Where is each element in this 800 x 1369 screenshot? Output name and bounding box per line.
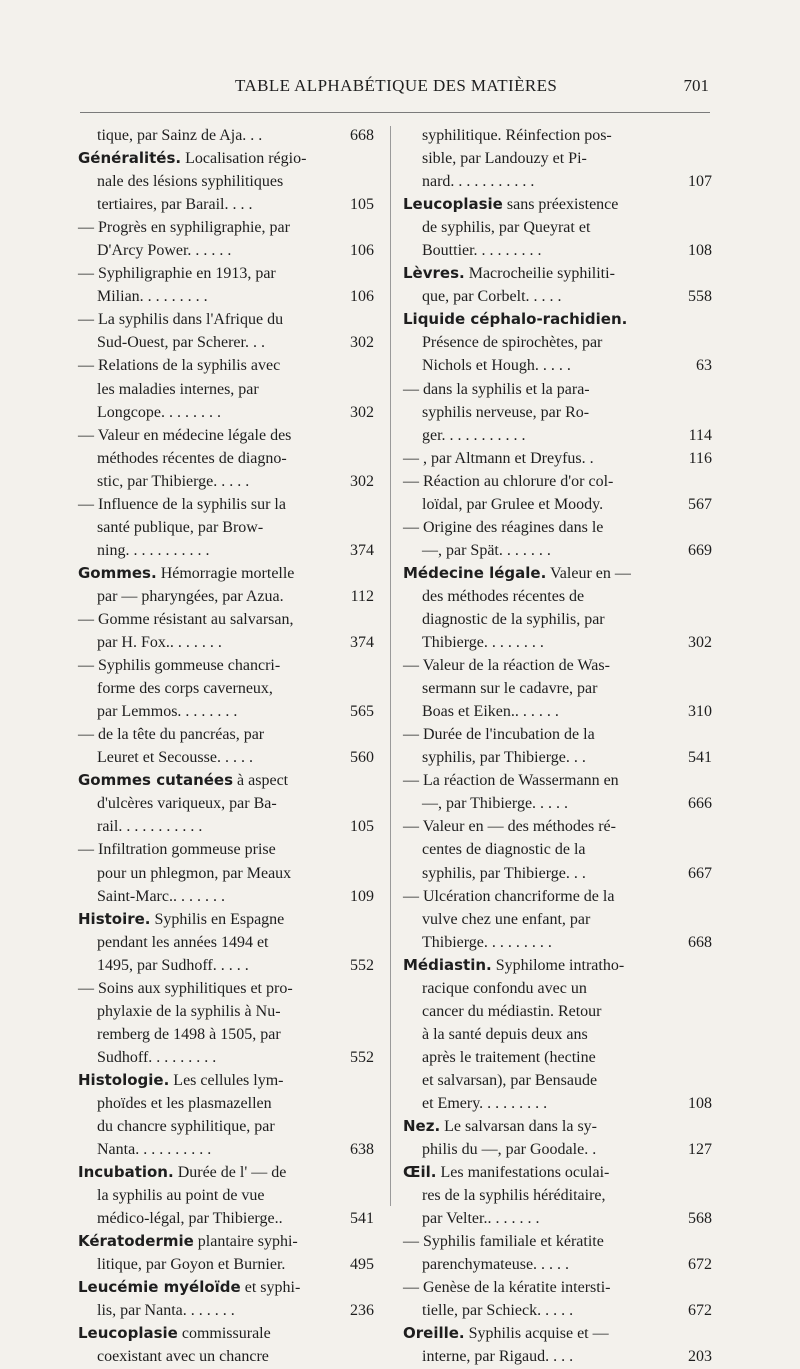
index-entry-text: philis du —, par Goodale. . (422, 1141, 597, 1159)
page-reference: 112 (350, 587, 374, 605)
index-entry-text: des méthodes récentes de (422, 587, 585, 605)
index-line (78, 677, 346, 700)
index-entry-text: Lèvres. Macrocheilie syphiliti- (403, 264, 615, 283)
index-line (78, 447, 346, 470)
page-reference: 105 (350, 818, 374, 836)
index-entry-text: par H. Fox.. . . . . . . (97, 634, 222, 652)
index-entry-text: Leuret et Secousse. . . . . (97, 749, 253, 767)
index-entry-text: Thibierge. . . . . . . . (422, 634, 544, 652)
index-entry-text: les maladies internes, par (97, 380, 259, 398)
index-line (403, 262, 671, 285)
index-line (78, 954, 374, 977)
index-line (78, 308, 346, 331)
index-entry-text: — Origine des réagines dans le (403, 518, 604, 536)
index-line (78, 516, 346, 539)
index-entry-text: — Syphilis gommeuse chancri- (78, 657, 281, 675)
page-reference: 106 (350, 242, 374, 260)
index-line (403, 239, 712, 262)
index-entry-text: Bouttier. . . . . . . . . (422, 242, 542, 260)
page-header (80, 72, 709, 102)
index-entry-text: res de la syphilis héréditaire, (422, 1187, 606, 1205)
index-entry-text: Longcope. . . . . . . . (97, 403, 221, 421)
page-reference: 107 (688, 173, 712, 191)
index-entry-text: la syphilis au point de vue (97, 1187, 265, 1205)
page-reference: 541 (688, 749, 712, 767)
index-entry-text: Gommes. Hémorragie mortelle (78, 563, 295, 582)
page-reference: 541 (350, 1210, 374, 1228)
index-entry-text: Médecine légale. Valeur en — (403, 563, 631, 582)
index-line (403, 1276, 671, 1299)
index-entry-text: Nanta. . . . . . . . . . (97, 1141, 212, 1159)
index-line (403, 908, 671, 931)
index-line (403, 378, 671, 401)
index-line (403, 608, 671, 631)
index-entry-text: — Ulcération chancriforme de la (403, 887, 615, 905)
index-entry-text: ning. . . . . . . . . . . (97, 541, 210, 559)
index-line (78, 746, 374, 769)
index-entry-text: stic, par Thibierge. . . . . (97, 472, 250, 490)
index-entry-text: — de la tête du pancréas, par (78, 726, 265, 744)
index-line (78, 631, 374, 654)
index-entry-text: Sud-Ouest, par Scherer. . . (97, 334, 265, 352)
index-entry-text: syphilis nerveuse, par Ro- (422, 403, 590, 421)
index-line (403, 723, 671, 746)
index-line (403, 654, 671, 677)
index-entry-text: Leucémie myéloïde et syphi- (78, 1278, 301, 1297)
index-entry-text: par — pharyngées, par Azua. (97, 587, 284, 605)
index-line (78, 1276, 346, 1299)
index-line (403, 931, 712, 954)
index-entry-text: Oreille. Syphilis acquise et — (403, 1324, 609, 1343)
page-reference: 302 (688, 634, 712, 652)
left-column (78, 124, 374, 1369)
index-entry-text: nard. . . . . . . . . . . (422, 173, 535, 191)
page-reference: 668 (688, 933, 712, 951)
index-entry-text: sermann sur le cadavre, par (422, 680, 598, 698)
index-entry-text: Milian. . . . . . . . . (97, 288, 208, 306)
index-line (78, 331, 374, 354)
index-line (403, 493, 712, 516)
index-entry-text: lis, par Nanta. . . . . . . (97, 1302, 235, 1320)
index-entry-text: — Valeur en médecine légale des (78, 426, 292, 444)
page-reference: 567 (688, 495, 712, 513)
page-reference: 638 (350, 1141, 374, 1159)
index-entry-text: et salvarsan), par Bensaude (422, 1071, 598, 1089)
page-reference: 114 (688, 426, 712, 444)
index-entry-text: Leucoplasie sans préexistence (403, 195, 619, 214)
index-line (78, 585, 374, 608)
page-reference: 127 (688, 1141, 712, 1159)
index-line (78, 193, 374, 216)
index-line (403, 331, 671, 354)
index-line (403, 1069, 671, 1092)
index-line (78, 1322, 346, 1345)
index-line (78, 723, 346, 746)
index-entry-text: diagnostic de la syphilis, par (422, 610, 605, 628)
index-line (403, 815, 671, 838)
index-line (403, 1322, 671, 1345)
index-line (403, 1023, 671, 1046)
index-line (78, 931, 346, 954)
index-entry-text: Kératodermie plantaire syphi- (78, 1232, 298, 1251)
page-reference: 374 (350, 634, 374, 652)
page-reference: 667 (688, 864, 712, 882)
index-line (403, 1253, 712, 1276)
index-line (403, 216, 671, 239)
index-entry-text: phylaxie de la syphilis à Nu- (97, 1002, 281, 1020)
index-line (78, 470, 374, 493)
page-reference: 108 (688, 1094, 712, 1112)
page-reference: 203 (688, 1348, 712, 1366)
index-entry-text: Sudhoff. . . . . . . . . (97, 1048, 217, 1066)
index-line (78, 147, 346, 170)
index-entry-text: remberg de 1498 à 1505, par (97, 1025, 281, 1043)
index-entry-text: racique confondu avec un (422, 979, 587, 997)
index-line (403, 124, 671, 147)
page-reference: 565 (350, 703, 374, 721)
index-entry-text: Boas et Eiken.. . . . . . (422, 703, 559, 721)
index-entry-text: parenchymateuse. . . . . (422, 1256, 570, 1274)
index-line (78, 239, 374, 262)
index-entry-text: 1495, par Sudhoff. . . . . (97, 956, 249, 974)
index-line (78, 1023, 346, 1046)
index-line (78, 124, 374, 147)
index-entry-text: vulve chez une enfant, par (422, 910, 591, 928)
index-entry-text: Œil. Les manifestations oculai- (403, 1163, 610, 1182)
index-line (403, 1138, 712, 1161)
index-line (78, 1092, 346, 1115)
index-entry-text: — Soins aux syphilitiques et pro- (78, 979, 293, 997)
index-entry-text: nale des lésions syphilitiques (97, 173, 284, 191)
index-line (403, 862, 712, 885)
index-entry-text: — Relations de la syphilis avec (78, 357, 281, 375)
index-entry-text: méthodes récentes de diagno- (97, 449, 287, 467)
page-reference: 495 (350, 1256, 374, 1274)
page-reference: 109 (350, 887, 374, 905)
index-line (403, 792, 712, 815)
index-line (403, 885, 671, 908)
index-line (78, 424, 346, 447)
index-entry-text: — Valeur en — des méthodes ré- (403, 818, 616, 836)
index-line (78, 838, 346, 861)
index-line (78, 1207, 374, 1230)
index-entry-text: à la santé depuis deux ans (422, 1025, 588, 1043)
index-entry-text: — Réaction au chlorure d'or col- (403, 472, 614, 490)
index-entry-text: — Progrès en syphiligraphie, par (78, 219, 290, 237)
page-reference: 672 (688, 1256, 712, 1274)
index-line (78, 539, 374, 562)
index-line (78, 285, 374, 308)
index-line (78, 1230, 346, 1253)
index-line (403, 1161, 671, 1184)
page-reference: 105 (350, 196, 374, 214)
header-rule (80, 112, 710, 113)
index-line (403, 447, 712, 470)
index-line (403, 1184, 671, 1207)
index-line (78, 885, 374, 908)
index-line (403, 401, 671, 424)
index-entry-text: tertiaires, par Barail. . . . (97, 196, 253, 214)
index-entry-text: — Infiltration gommeuse prise (78, 841, 276, 859)
page-reference: 374 (350, 541, 374, 559)
index-entry-text: Gommes cutanées à aspect (78, 771, 289, 790)
index-entry-text: sible, par Landouzy et Pi- (422, 150, 587, 168)
index-line (403, 193, 671, 216)
index-line (78, 654, 346, 677)
index-line (78, 1345, 346, 1368)
index-entry-text: — dans la syphilis et la para- (403, 380, 590, 398)
page-reference: 568 (688, 1210, 712, 1228)
index-line (78, 1253, 374, 1276)
index-entry-text: phoïdes et les plasmazellen (97, 1094, 272, 1112)
index-line (78, 792, 346, 815)
index-entry-text: — Syphiligraphie en 1913, par (78, 265, 276, 283)
index-entry-text: syphilis, par Thibierge. . . (422, 864, 586, 882)
index-entry-text: rail. . . . . . . . . . . (97, 818, 203, 836)
page-number: 701 (683, 76, 709, 95)
index-line (78, 1161, 346, 1184)
index-entry-text: — La réaction de Wassermann en (403, 772, 619, 790)
page-reference: 672 (688, 1302, 712, 1320)
page-reference: 552 (350, 1048, 374, 1066)
index-line (78, 401, 374, 424)
index-entry-text: Leucoplasie commissurale (78, 1324, 271, 1343)
index-line (78, 493, 346, 516)
index-entry-text: syphilis, par Thibierge. . . (422, 749, 586, 767)
index-entry-text: — Valeur de la réaction de Was- (403, 657, 610, 675)
index-line (403, 1345, 712, 1368)
index-entry-text: ger. . . . . . . . . . . (422, 426, 526, 444)
index-entry-text: —, par Spät. . . . . . . (422, 541, 551, 559)
index-entry-text: pendant les années 1494 et (97, 933, 269, 951)
index-entry-text: —, par Thibierge. . . . . (422, 795, 569, 813)
page-reference: 236 (350, 1302, 374, 1320)
index-line (403, 170, 712, 193)
index-entry-text: du chancre syphilitique, par (97, 1118, 275, 1136)
index-entry-text: médico-légal, par Thibierge.. (97, 1210, 283, 1228)
index-line (403, 1092, 712, 1115)
index-entry-text: Médiastin. Syphilome intratho- (403, 955, 625, 974)
index-line (78, 908, 346, 931)
index-entry-text: — La syphilis dans l'Afrique du (78, 311, 284, 329)
index-line (78, 1184, 346, 1207)
index-entry-text: loïdal, par Grulee et Moody. (422, 495, 604, 513)
index-line (403, 1046, 671, 1069)
page-reference: 558 (688, 288, 712, 306)
index-entry-text: — Durée de l'incubation de la (403, 726, 595, 744)
page-reference: 310 (688, 703, 712, 721)
index-line (78, 1000, 346, 1023)
page-reference: 668 (350, 127, 374, 144)
index-entry-text: par Velter.. . . . . . . (422, 1210, 540, 1228)
page-reference: 116 (688, 449, 712, 467)
running-title: TABLE ALPHABÉTIQUE DES MATIÈRES (235, 76, 558, 95)
page-reference: 302 (350, 472, 374, 490)
index-entry-text: — Influence de la syphilis sur la (78, 495, 286, 513)
index-entry-text: forme des corps caverneux, (97, 680, 273, 698)
index-line (78, 1069, 346, 1092)
index-entry-text: Incubation. Durée de l' — de (78, 1163, 287, 1182)
index-entry-text: Histologie. Les cellules lym- (78, 1070, 284, 1089)
index-line (403, 516, 671, 539)
index-entry-text: interne, par Rigaud. . . . (422, 1348, 574, 1366)
index-line (78, 170, 346, 193)
index-line (403, 1299, 712, 1322)
index-entry-text: coexistant avec un chancre (97, 1348, 269, 1366)
index-entry-text: Généralités. Localisation régio- (78, 149, 307, 168)
index-entry-text: cancer du médiastin. Retour (422, 1002, 602, 1020)
index-entry-text: Présence de spirochètes, par (422, 334, 603, 352)
index-line (78, 1115, 346, 1138)
index-line (403, 631, 712, 654)
index-line (403, 539, 712, 562)
right-column (403, 124, 712, 1369)
page-reference: 302 (350, 403, 374, 421)
index-line (403, 424, 712, 447)
index-entry-text: santé publique, par Brow- (97, 518, 264, 536)
index-entry-text: syphilitique. Réinfection pos- (422, 127, 612, 144)
page-reference: 63 (696, 357, 712, 375)
index-line (403, 677, 671, 700)
index-line (78, 354, 346, 377)
index-line (403, 954, 671, 977)
index-line (403, 470, 671, 493)
index-line (403, 746, 712, 769)
index-entry-text: Nichols et Hough. . . . . (422, 357, 571, 375)
index-entry-text: centes de diagnostic de la (422, 841, 586, 859)
index-line (78, 700, 374, 723)
index-entry-text: par Lemmos. . . . . . . . (97, 703, 238, 721)
index-line (78, 1299, 374, 1322)
index-line (403, 977, 671, 1000)
index-line (403, 1000, 671, 1023)
index-entry-text: que, par Corbelt. . . . . (422, 288, 562, 306)
index-line (403, 562, 671, 585)
index-line (403, 1207, 712, 1230)
page-reference: 666 (688, 795, 712, 813)
index-line (403, 1115, 671, 1138)
index-line (78, 378, 346, 401)
index-line (78, 977, 346, 1000)
index-entry-text: pour un phlegmon, par Meaux (97, 864, 292, 882)
index-entry-text: tique, par Sainz de Aja. . . (97, 127, 263, 144)
page-reference: 108 (688, 242, 712, 260)
index-line (78, 216, 346, 239)
page-reference: 560 (350, 749, 374, 767)
index-entry-text: — Syphilis familiale et kératite (403, 1233, 604, 1251)
index-entry-text: Histoire. Syphilis en Espagne (78, 909, 285, 928)
index-line (403, 700, 712, 723)
index-line (78, 1138, 374, 1161)
index-line (403, 147, 671, 170)
index-line (403, 838, 671, 861)
index-entry-text: de syphilis, par Queyrat et (422, 219, 591, 237)
index-line (78, 815, 374, 838)
index-entry-text: litique, par Goyon et Burnier. (97, 1256, 286, 1274)
index-entry-text: tielle, par Schieck. . . . . (422, 1302, 574, 1320)
index-line (403, 769, 671, 792)
index-line (403, 285, 712, 308)
index-entry-text: — Gomme résistant au salvarsan, (78, 610, 294, 628)
index-entry-text: Saint-Marc.. . . . . . . (97, 887, 225, 905)
index-entry-text: Liquide céphalo-rachidien. (403, 310, 628, 329)
index-line (78, 1046, 374, 1069)
page-reference: 552 (350, 956, 374, 974)
index-entry-text: — Genèse de la kératite intersti- (403, 1279, 611, 1297)
page-reference: 302 (350, 334, 374, 352)
index-entry-text: après le traitement (hectine (422, 1048, 596, 1066)
column-divider (390, 126, 391, 1206)
index-line (78, 862, 346, 885)
index-entry-text: et Emery. . . . . . . . . (422, 1094, 548, 1112)
index-line (403, 308, 671, 331)
index-line (403, 585, 671, 608)
index-entry-text: Thibierge. . . . . . . . . (422, 933, 552, 951)
index-line (403, 354, 712, 377)
index-entry-text: Nez. Le salvarsan dans la sy- (403, 1117, 597, 1136)
index-entry-text: — , par Altmann et Dreyfus. . (403, 449, 594, 467)
index-line (78, 262, 346, 285)
index-entry-text: d'ulcères variqueux, par Ba- (97, 795, 277, 813)
index-line (78, 562, 346, 585)
index-entry-text: D'Arcy Power. . . . . . (97, 242, 232, 260)
index-line (78, 769, 346, 792)
page-reference: 106 (350, 288, 374, 306)
index-line (78, 608, 346, 631)
page-reference: 669 (688, 541, 712, 559)
index-line (403, 1230, 671, 1253)
